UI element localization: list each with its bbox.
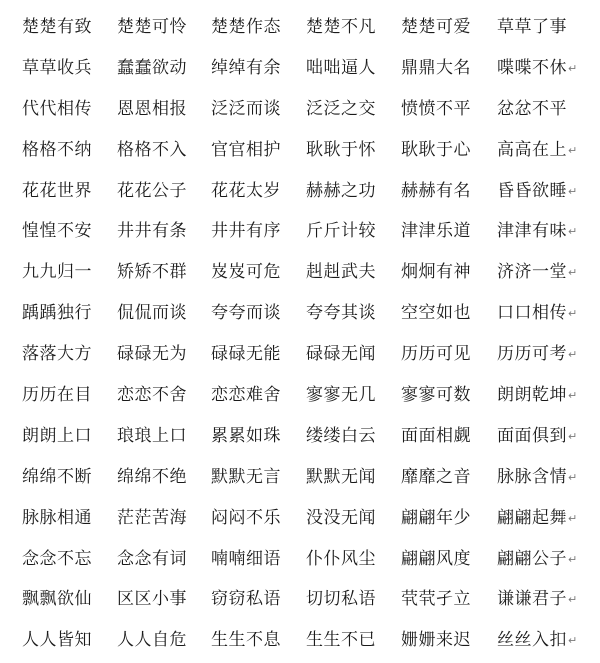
idiom-text: 愤愤不平 bbox=[401, 98, 471, 119]
paragraph-mark-icon: ↵ bbox=[568, 552, 578, 566]
idiom-cell bbox=[497, 208, 600, 249]
idiom-text: 面面俱到 bbox=[497, 425, 567, 446]
idiom-text: 津津乐道 bbox=[401, 221, 471, 242]
idiom-cell bbox=[497, 372, 600, 413]
paragraph-mark-icon: ↵ bbox=[568, 225, 578, 239]
idiom-cell bbox=[497, 127, 600, 168]
idiom-text: 切切私语 bbox=[306, 589, 376, 610]
idiom-cell bbox=[117, 168, 211, 209]
idiom-text: 靡靡之音 bbox=[401, 466, 471, 487]
idiom-cell bbox=[306, 617, 401, 658]
idiom-text: 泛泛而谈 bbox=[211, 98, 281, 119]
idiom-text: 夸夸其谈 bbox=[306, 303, 376, 324]
idiom-cell bbox=[22, 536, 117, 577]
idiom-cell bbox=[22, 45, 117, 86]
idiom-cell bbox=[306, 454, 401, 495]
idiom-text: 楚楚有致 bbox=[22, 16, 92, 37]
idiom-cell bbox=[211, 413, 306, 454]
idiom-text: 惶惶不安 bbox=[22, 221, 92, 242]
idiom-cell bbox=[211, 127, 306, 168]
idiom-cell bbox=[497, 86, 600, 127]
idiom-text: 区区小事 bbox=[117, 589, 187, 610]
idiom-text: 赫赫有名 bbox=[401, 180, 471, 201]
paragraph-mark-icon: ↵ bbox=[568, 348, 578, 362]
idiom-cell bbox=[401, 454, 497, 495]
idiom-text: 格格不纳 bbox=[22, 139, 92, 160]
idiom-cell bbox=[211, 576, 306, 617]
idiom-cell bbox=[22, 576, 117, 617]
idiom-cell bbox=[22, 168, 117, 209]
idiom-text: 翩翩年少 bbox=[401, 507, 471, 528]
idiom-cell bbox=[117, 249, 211, 290]
idiom-cell bbox=[306, 331, 401, 372]
idiom-text: 济济一堂 bbox=[497, 262, 567, 283]
idiom-text: 花花世界 bbox=[22, 180, 92, 201]
idiom-cell bbox=[401, 413, 497, 454]
paragraph-mark-icon: ↵ bbox=[568, 307, 578, 321]
idiom-cell bbox=[117, 45, 211, 86]
idiom-text: 念念不忘 bbox=[22, 548, 92, 569]
idiom-cell bbox=[211, 208, 306, 249]
idiom-text: 绰绰有余 bbox=[211, 57, 281, 78]
paragraph-mark-icon: ↵ bbox=[568, 143, 578, 157]
idiom-cell bbox=[22, 4, 117, 45]
idiom-text: 茕茕孑立 bbox=[401, 589, 471, 610]
idiom-cell bbox=[401, 208, 497, 249]
idiom-cell bbox=[401, 536, 497, 577]
idiom-cell bbox=[401, 372, 497, 413]
idiom-cell bbox=[211, 617, 306, 658]
idiom-cell bbox=[497, 4, 600, 45]
paragraph-mark-icon: ↵ bbox=[568, 184, 578, 198]
idiom-cell bbox=[401, 290, 497, 331]
idiom-text: 默默无闻 bbox=[306, 466, 376, 487]
idiom-text: 生生不已 bbox=[306, 630, 376, 651]
idiom-cell bbox=[22, 331, 117, 372]
idiom-text: 草草了事 bbox=[497, 16, 567, 37]
idiom-text: 翩翩风度 bbox=[401, 548, 471, 569]
idiom-cell bbox=[497, 413, 600, 454]
idiom-cell bbox=[401, 617, 497, 658]
idiom-text: 津津有味 bbox=[497, 221, 567, 242]
idiom-text: 楚楚不凡 bbox=[306, 16, 376, 37]
idiom-text: 绵绵不绝 bbox=[117, 466, 187, 487]
idiom-text: 朗朗上口 bbox=[22, 425, 92, 446]
idiom-cell bbox=[211, 4, 306, 45]
idiom-text: 矫矫不群 bbox=[117, 262, 187, 283]
idiom-text: 落落大方 bbox=[22, 344, 92, 365]
idiom-cell bbox=[306, 372, 401, 413]
idiom-text: 高高在上 bbox=[497, 139, 567, 160]
idiom-cell bbox=[401, 576, 497, 617]
idiom-text: 历历在目 bbox=[22, 384, 92, 405]
idiom-text: 朗朗乾坤 bbox=[497, 384, 567, 405]
idiom-text: 九九归一 bbox=[22, 262, 92, 283]
idiom-cell bbox=[306, 168, 401, 209]
idiom-text: 花花公子 bbox=[117, 180, 187, 201]
idiom-text: 踽踽独行 bbox=[22, 303, 92, 324]
idiom-text: 仆仆风尘 bbox=[306, 548, 376, 569]
idiom-cell bbox=[117, 331, 211, 372]
idiom-cell bbox=[306, 86, 401, 127]
idiom-text: 斤斤计较 bbox=[306, 221, 376, 242]
idiom-cell bbox=[22, 290, 117, 331]
idiom-cell bbox=[211, 536, 306, 577]
idiom-cell bbox=[117, 495, 211, 536]
idiom-text: 恋恋难舍 bbox=[211, 384, 281, 405]
idiom-cell bbox=[22, 249, 117, 290]
idiom-cell bbox=[401, 4, 497, 45]
idiom-cell bbox=[497, 290, 600, 331]
idiom-cell bbox=[401, 495, 497, 536]
idiom-cell bbox=[211, 45, 306, 86]
idiom-cell bbox=[497, 576, 600, 617]
idiom-text: 绵绵不断 bbox=[22, 466, 92, 487]
idiom-text: 脉脉相通 bbox=[22, 507, 92, 528]
idiom-cell bbox=[22, 208, 117, 249]
idiom-text: 喃喃细语 bbox=[211, 548, 281, 569]
idiom-text: 姗姗来迟 bbox=[401, 630, 471, 651]
idiom-cell bbox=[306, 4, 401, 45]
idiom-text: 岌岌可危 bbox=[211, 262, 281, 283]
idiom-text: 碌碌无为 bbox=[117, 344, 187, 365]
idiom-text: 官官相护 bbox=[211, 139, 281, 160]
idiom-cell bbox=[401, 249, 497, 290]
paragraph-mark-icon: ↵ bbox=[568, 634, 578, 648]
idiom-text: 楚楚可爱 bbox=[401, 16, 471, 37]
idiom-cell bbox=[117, 617, 211, 658]
idiom-cell bbox=[211, 86, 306, 127]
idiom-text: 楚楚可怜 bbox=[117, 16, 187, 37]
idiom-cell bbox=[497, 617, 600, 658]
idiom-cell bbox=[401, 86, 497, 127]
idiom-text: 历历可考 bbox=[497, 344, 567, 365]
idiom-text: 草草收兵 bbox=[22, 57, 92, 78]
idiom-cell bbox=[117, 4, 211, 45]
paragraph-mark-icon: ↵ bbox=[568, 266, 578, 280]
paragraph-mark-icon: ↵ bbox=[568, 61, 578, 75]
idiom-text: 喋喋不休 bbox=[497, 57, 567, 78]
idiom-text: 碌碌无闻 bbox=[306, 344, 376, 365]
idiom-cell bbox=[497, 454, 600, 495]
idiom-text: 茫茫苦海 bbox=[117, 507, 187, 528]
idiom-text: 炯炯有神 bbox=[401, 262, 471, 283]
idiom-cell bbox=[211, 372, 306, 413]
idiom-cell bbox=[22, 127, 117, 168]
idiom-cell bbox=[497, 168, 600, 209]
idiom-cell bbox=[211, 454, 306, 495]
idiom-cell bbox=[22, 413, 117, 454]
idiom-text: 泛泛之交 bbox=[306, 98, 376, 119]
idiom-text: 忿忿不平 bbox=[497, 98, 567, 119]
idiom-cell bbox=[22, 86, 117, 127]
idiom-cell bbox=[401, 45, 497, 86]
idiom-cell bbox=[306, 536, 401, 577]
idiom-cell bbox=[306, 495, 401, 536]
idiom-text: 飘飘欲仙 bbox=[22, 589, 92, 610]
idiom-text: 缕缕白云 bbox=[306, 425, 376, 446]
idiom-text: 耿耿于怀 bbox=[306, 139, 376, 160]
idiom-cell bbox=[306, 45, 401, 86]
idiom-cell bbox=[497, 249, 600, 290]
idiom-cell bbox=[117, 290, 211, 331]
idiom-text: 窃窃私语 bbox=[211, 589, 281, 610]
idiom-cell bbox=[497, 495, 600, 536]
idiom-text: 恩恩相报 bbox=[117, 98, 187, 119]
idiom-text: 恋恋不舍 bbox=[117, 384, 187, 405]
idiom-text: 口口相传 bbox=[497, 303, 567, 324]
idiom-cell bbox=[306, 127, 401, 168]
idiom-text: 人人自危 bbox=[117, 630, 187, 651]
idiom-text: 谦谦君子 bbox=[497, 589, 567, 610]
idiom-cell bbox=[211, 249, 306, 290]
idiom-cell bbox=[306, 290, 401, 331]
idiom-cell bbox=[22, 372, 117, 413]
paragraph-mark-icon: ↵ bbox=[568, 593, 578, 607]
idiom-cell bbox=[306, 249, 401, 290]
idiom-cell bbox=[497, 45, 600, 86]
idiom-cell bbox=[22, 617, 117, 658]
idiom-text: 没没无闻 bbox=[306, 507, 376, 528]
idiom-text: 脉脉含情 bbox=[497, 466, 567, 487]
idiom-cell bbox=[211, 495, 306, 536]
idiom-text: 寥寥无几 bbox=[306, 384, 376, 405]
paragraph-mark-icon: ↵ bbox=[568, 511, 578, 525]
idiom-cell bbox=[306, 576, 401, 617]
idiom-cell bbox=[22, 454, 117, 495]
idiom-text: 琅琅上口 bbox=[117, 425, 187, 446]
idiom-text: 花花太岁 bbox=[211, 180, 281, 201]
idiom-text: 人人皆知 bbox=[22, 630, 92, 651]
idiom-text: 耿耿于心 bbox=[401, 139, 471, 160]
idiom-cell bbox=[117, 86, 211, 127]
idiom-cell bbox=[497, 331, 600, 372]
idiom-text: 闷闷不乐 bbox=[211, 507, 281, 528]
idiom-text: 咄咄逼人 bbox=[306, 57, 376, 78]
idiom-text: 累累如珠 bbox=[211, 425, 281, 446]
idiom-text: 侃侃而谈 bbox=[117, 303, 187, 324]
idiom-text: 蠢蠢欲动 bbox=[117, 57, 187, 78]
idiom-text: 面面相觑 bbox=[401, 425, 471, 446]
paragraph-mark-icon: ↵ bbox=[568, 388, 578, 402]
idiom-text: 井井有序 bbox=[211, 221, 281, 242]
idiom-text: 寥寥可数 bbox=[401, 384, 471, 405]
idiom-text: 翩翩公子 bbox=[497, 548, 567, 569]
idiom-cell bbox=[117, 208, 211, 249]
idiom-cell bbox=[211, 331, 306, 372]
idiom-text: 空空如也 bbox=[401, 303, 471, 324]
idiom-cell bbox=[117, 413, 211, 454]
idiom-text: 楚楚作态 bbox=[211, 16, 281, 37]
idiom-cell bbox=[117, 536, 211, 577]
idiom-text: 井井有条 bbox=[117, 221, 187, 242]
idiom-cell bbox=[497, 536, 600, 577]
idiom-text: 格格不入 bbox=[117, 139, 187, 160]
idiom-cell bbox=[401, 127, 497, 168]
idiom-text: 昏昏欲睡 bbox=[497, 180, 567, 201]
idiom-text: 念念有词 bbox=[117, 548, 187, 569]
paragraph-mark-icon: ↵ bbox=[568, 470, 578, 484]
idiom-text: 默默无言 bbox=[211, 466, 281, 487]
idiom-text: 赫赫之功 bbox=[306, 180, 376, 201]
idiom-text: 历历可见 bbox=[401, 344, 471, 365]
idiom-cell bbox=[306, 208, 401, 249]
idiom-text: 鼎鼎大名 bbox=[401, 57, 471, 78]
idiom-text: 夸夸而谈 bbox=[211, 303, 281, 324]
paragraph-mark-icon: ↵ bbox=[568, 429, 578, 443]
idiom-cell bbox=[117, 372, 211, 413]
idiom-cell bbox=[117, 454, 211, 495]
idiom-cell bbox=[22, 495, 117, 536]
idiom-text: 生生不息 bbox=[211, 630, 281, 651]
idiom-cell bbox=[211, 290, 306, 331]
idiom-cell bbox=[117, 576, 211, 617]
idiom-cell bbox=[401, 168, 497, 209]
idiom-cell bbox=[401, 331, 497, 372]
idiom-text: 翩翩起舞 bbox=[497, 507, 567, 528]
idiom-text: 丝丝入扣 bbox=[497, 630, 567, 651]
idiom-cell bbox=[117, 127, 211, 168]
idiom-cell bbox=[306, 413, 401, 454]
idiom-cell bbox=[211, 168, 306, 209]
idiom-table bbox=[22, 4, 600, 658]
idiom-text: 碌碌无能 bbox=[211, 344, 281, 365]
idiom-text: 代代相传 bbox=[22, 98, 92, 119]
idiom-text: 赳赳武夫 bbox=[306, 262, 376, 283]
